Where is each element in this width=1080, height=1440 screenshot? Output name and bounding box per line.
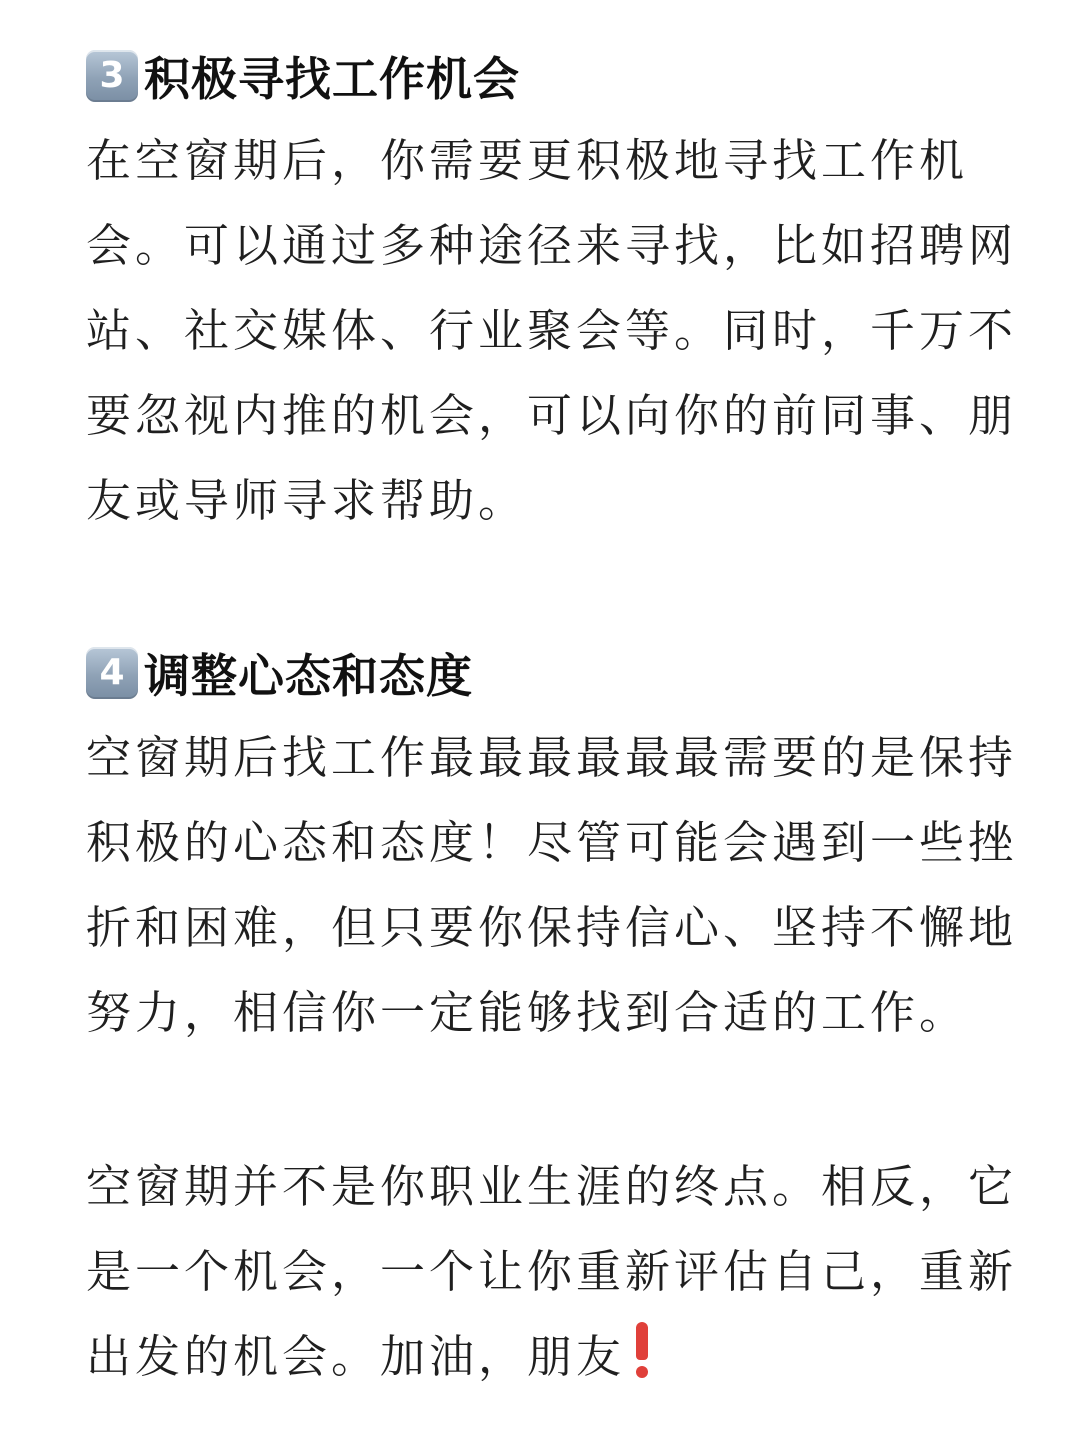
section-paragraph xyxy=(86,715,1018,1055)
section-heading xyxy=(86,38,1006,114)
paragraph-line: 努力，相信你一定能够找到合适的工作。 xyxy=(86,986,969,1039)
paragraph-line: 折和困难，但只要你保持信心、坚持不懈地 xyxy=(86,901,1018,954)
paragraph-line-last xyxy=(86,1314,1006,1399)
section-title: 调整心态和态度 xyxy=(144,649,473,703)
paragraph-line: 会。可以通过多种途径来寻找，比如招聘网 xyxy=(86,219,1018,272)
paragraph-line: 要忽视内推的机会，可以向你的前同事、朋 xyxy=(86,389,1018,442)
section-find-jobs xyxy=(86,38,1018,543)
section-mindset xyxy=(86,635,1018,1055)
paragraph-line: 空窗期后找工作最最最最最最需要的是保持 xyxy=(86,731,1018,784)
section-paragraph xyxy=(86,118,1018,543)
paragraph-line: 友或导师寻求帮助。 xyxy=(86,474,528,527)
paragraph-line: 空窗期并不是你职业生涯的终点。相反，它 xyxy=(86,1160,1018,1213)
paragraph-line: 是一个机会，一个让你重新评估自己，重新 xyxy=(86,1245,1018,1298)
paragraph-line: 积极的心态和态度！尽管可能会遇到一些挫 xyxy=(86,816,1018,869)
red-exclamation-icon xyxy=(631,1322,653,1378)
number-3-icon: 3 xyxy=(86,50,138,102)
paragraph-line: 在空窗期后，你需要更积极地寻找工作机 xyxy=(86,134,969,187)
exclamation-dot xyxy=(636,1366,648,1378)
closing-section xyxy=(86,1140,1018,1399)
exclamation-bar xyxy=(636,1322,648,1360)
section-heading xyxy=(86,635,1006,711)
paragraph-line: 站、社交媒体、行业聚会等。同时，千万不 xyxy=(86,304,1018,357)
closing-paragraph xyxy=(86,1144,1018,1399)
number-4-icon: 4 xyxy=(86,647,138,699)
closing-text: 出发的机会。加油，朋友 xyxy=(86,1330,626,1383)
section-title: 积极寻找工作机会 xyxy=(144,52,520,106)
